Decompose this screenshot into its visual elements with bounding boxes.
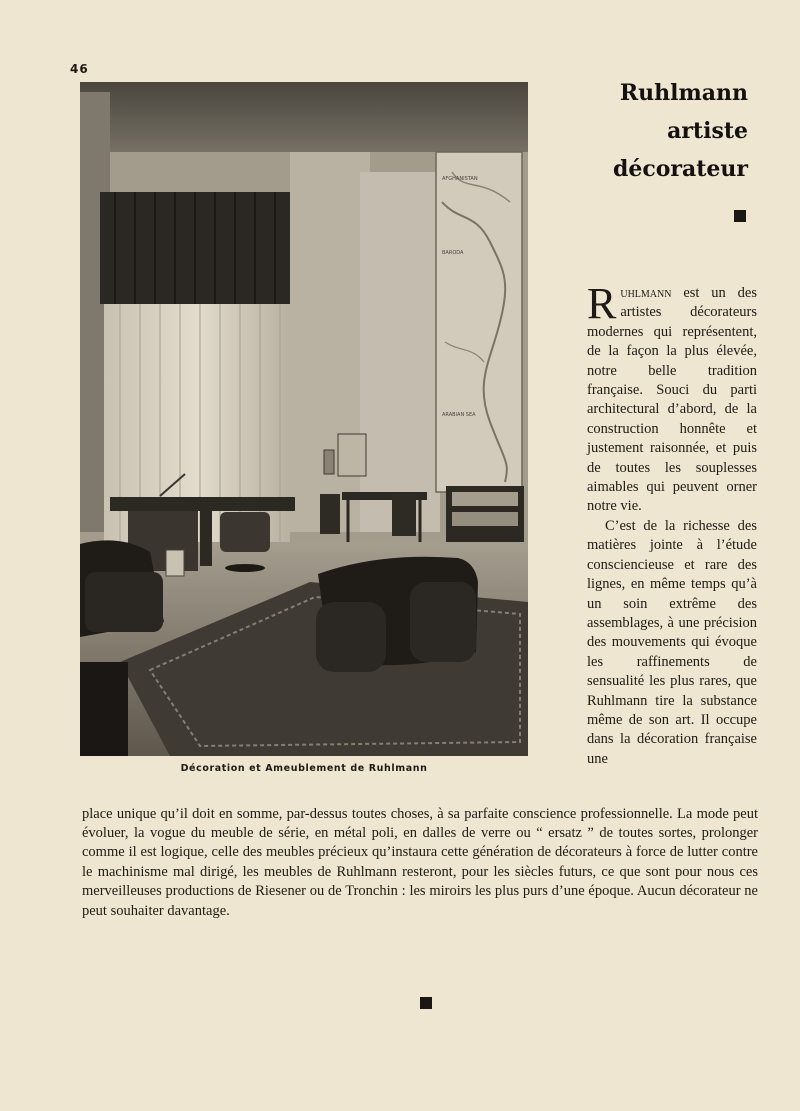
title-line-1: Ruhlmann [619, 80, 748, 106]
map-label-arabian-sea: ARABIAN SEA [442, 412, 476, 418]
interior-photograph [80, 82, 528, 756]
title-line-2: artiste [667, 118, 748, 144]
paragraph-1 [587, 279, 757, 517]
ornament-square-top [734, 210, 746, 222]
lead-smallcaps: uhlmann [620, 285, 672, 301]
drop-cap: R [587, 279, 617, 328]
paragraph-1-text: est un des artistes décorateurs modernes qui représentent, de la façon la plus élevée, notre belle tradition française. Souci du parti architectural d’abord, de la construction honnête et justement raisonnée, et puis de toutes les souplesses aimables qui peuvent orner notre vie. [587, 285, 757, 515]
photo-caption: Décoration et Ameublement de Ruhlmann [180, 763, 428, 774]
continuation-paragraph: place unique qu’il doit en somme, par-dessus toutes choses, à sa parfaite conscience professionnelle. La mode peut évoluer, la vogue du meuble de série, en métal poli, en dalles de verre ou “ ersatz ” de toutes sortes, prolonger comme il est logique, celle des meubles précieux qu’instaura cette génération de décorateurs à force de lutter contre le machinisme mal dirigé, les meubles de Ruhlmann resteront, pour les siècles futurs, ce que sont pour nous ces merveilleuses productions de Riesener ou de Tronchin : les miroirs les plus purs d’une époque. Aucun décorateur ne peut souhaiter davantage. [82, 805, 758, 919]
map-label-afghanistan: AFGHANISTAN [442, 176, 478, 182]
article-title [508, 74, 748, 188]
map-label-baroda: BARODA [442, 250, 464, 256]
article-column [587, 279, 757, 769]
page-number: 46 [70, 62, 89, 76]
title-line-3: décorateur [612, 156, 748, 182]
ornament-square-bottom [420, 997, 432, 1009]
paragraph-2: C’est de la richesse des matières jointe à l’étude consciencieuse et rare des lignes, en même temps qu’à un soin extrême des assemblages, à une précision des mouvements qui évoque les raffinements de sensualité les plus rares, que Ruhlmann tire la substance même de son art. Il occupe dans la décoration française une [587, 517, 757, 767]
